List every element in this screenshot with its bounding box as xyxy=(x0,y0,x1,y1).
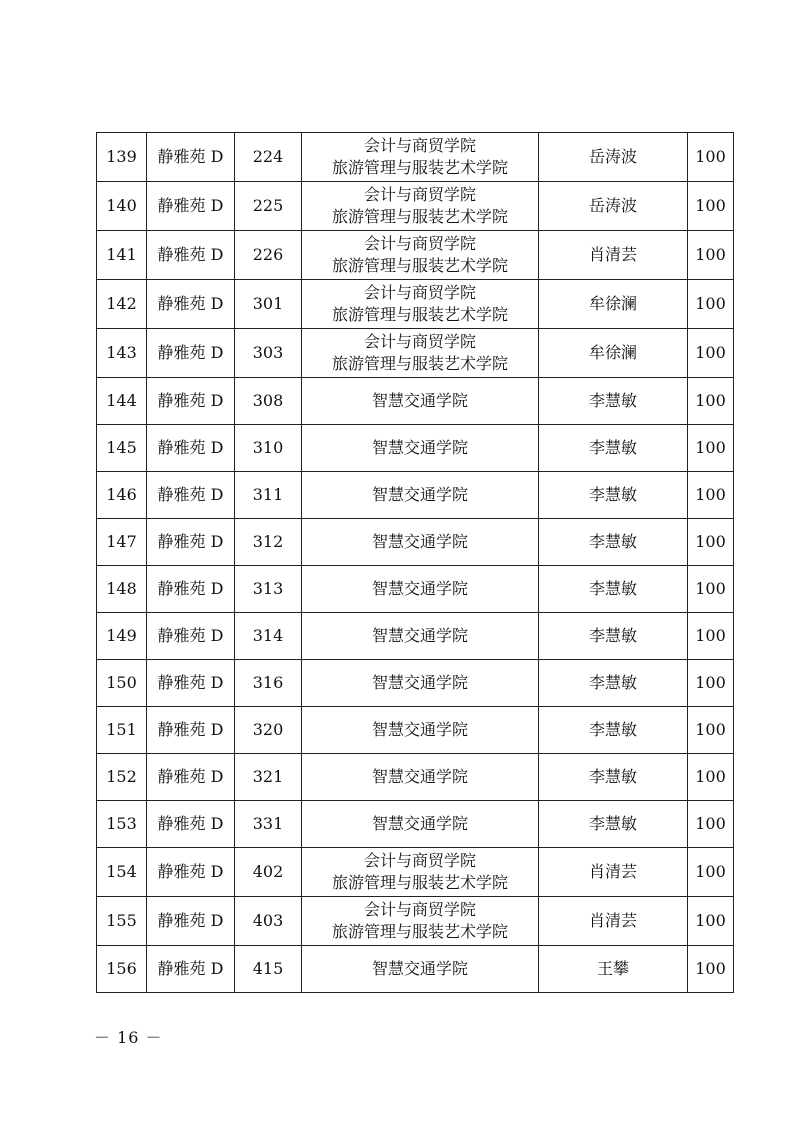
row-number-cell: 152 xyxy=(97,754,147,801)
score-cell: 100 xyxy=(688,754,734,801)
inspector-cell: 李慧敏 xyxy=(539,378,688,425)
building-cell: 静雅苑 D xyxy=(147,848,235,897)
building-cell: 静雅苑 D xyxy=(147,425,235,472)
college-name: 智慧交通学院 xyxy=(371,767,468,786)
table-row xyxy=(97,182,734,231)
room-cell: 313 xyxy=(235,566,302,613)
college-cell xyxy=(302,801,539,848)
college-name: 会计与商贸学院 xyxy=(363,900,476,919)
college-name: 旅游管理与服装艺术学院 xyxy=(331,873,508,892)
inspector-cell: 李慧敏 xyxy=(539,566,688,613)
college-name: 会计与商贸学院 xyxy=(363,136,476,155)
college-cell xyxy=(302,519,539,566)
college-cell xyxy=(302,329,539,378)
college-name: 智慧交通学院 xyxy=(371,438,468,457)
college-name: 会计与商贸学院 xyxy=(363,283,476,302)
room-cell: 312 xyxy=(235,519,302,566)
score-cell: 100 xyxy=(688,897,734,946)
score-cell: 100 xyxy=(688,472,734,519)
table-row xyxy=(97,133,734,182)
college-name: 旅游管理与服装艺术学院 xyxy=(331,305,508,324)
score-cell: 100 xyxy=(688,329,734,378)
room-cell: 303 xyxy=(235,329,302,378)
college-cell xyxy=(302,280,539,329)
row-number-cell: 139 xyxy=(97,133,147,182)
inspector-cell: 牟徐澜 xyxy=(539,280,688,329)
college-name: 智慧交通学院 xyxy=(371,579,468,598)
college-cell xyxy=(302,378,539,425)
college-name: 会计与商贸学院 xyxy=(363,332,476,351)
building-cell: 静雅苑 D xyxy=(147,660,235,707)
college-name: 旅游管理与服装艺术学院 xyxy=(331,354,508,373)
score-cell: 100 xyxy=(688,378,734,425)
table-row xyxy=(97,754,734,801)
building-cell: 静雅苑 D xyxy=(147,472,235,519)
inspector-cell: 肖清芸 xyxy=(539,231,688,280)
table-body xyxy=(97,133,734,993)
row-number-cell: 154 xyxy=(97,848,147,897)
table-row xyxy=(97,707,734,754)
score-cell: 100 xyxy=(688,660,734,707)
row-number-cell: 142 xyxy=(97,280,147,329)
room-cell: 311 xyxy=(235,472,302,519)
building-cell: 静雅苑 D xyxy=(147,897,235,946)
room-cell: 316 xyxy=(235,660,302,707)
row-number-cell: 147 xyxy=(97,519,147,566)
college-name: 智慧交通学院 xyxy=(371,626,468,645)
college-name: 智慧交通学院 xyxy=(371,673,468,692)
table-row xyxy=(97,280,734,329)
score-cell: 100 xyxy=(688,613,734,660)
inspector-cell: 李慧敏 xyxy=(539,660,688,707)
room-cell: 331 xyxy=(235,801,302,848)
score-cell: 100 xyxy=(688,707,734,754)
room-cell: 226 xyxy=(235,231,302,280)
inspector-cell: 李慧敏 xyxy=(539,801,688,848)
building-cell: 静雅苑 D xyxy=(147,231,235,280)
college-name: 智慧交通学院 xyxy=(371,485,468,504)
inspector-cell: 岳涛波 xyxy=(539,133,688,182)
row-number-cell: 146 xyxy=(97,472,147,519)
table-row xyxy=(97,946,734,993)
college-name: 智慧交通学院 xyxy=(371,814,468,833)
row-number-cell: 150 xyxy=(97,660,147,707)
score-cell: 100 xyxy=(688,566,734,613)
room-cell: 225 xyxy=(235,182,302,231)
row-number-cell: 140 xyxy=(97,182,147,231)
room-cell: 403 xyxy=(235,897,302,946)
row-number-cell: 145 xyxy=(97,425,147,472)
building-cell: 静雅苑 D xyxy=(147,280,235,329)
inspector-cell: 李慧敏 xyxy=(539,707,688,754)
room-cell: 321 xyxy=(235,754,302,801)
room-cell: 301 xyxy=(235,280,302,329)
college-name: 智慧交通学院 xyxy=(371,959,468,978)
row-number-cell: 156 xyxy=(97,946,147,993)
score-cell: 100 xyxy=(688,519,734,566)
row-number-cell: 144 xyxy=(97,378,147,425)
room-cell: 308 xyxy=(235,378,302,425)
table-row xyxy=(97,425,734,472)
building-cell: 静雅苑 D xyxy=(147,329,235,378)
inspector-cell: 李慧敏 xyxy=(539,425,688,472)
building-cell: 静雅苑 D xyxy=(147,182,235,231)
college-cell xyxy=(302,472,539,519)
inspector-cell: 牟徐澜 xyxy=(539,329,688,378)
page-number: － 16 － xyxy=(94,1028,163,1047)
row-number-cell: 148 xyxy=(97,566,147,613)
college-name: 旅游管理与服装艺术学院 xyxy=(331,256,508,275)
inspector-cell: 肖清芸 xyxy=(539,848,688,897)
inspector-cell: 王攀 xyxy=(539,946,688,993)
inspector-cell: 肖清芸 xyxy=(539,897,688,946)
room-cell: 402 xyxy=(235,848,302,897)
college-name: 智慧交通学院 xyxy=(371,391,468,410)
college-name: 会计与商贸学院 xyxy=(363,851,476,870)
room-cell: 320 xyxy=(235,707,302,754)
score-cell: 100 xyxy=(688,182,734,231)
college-cell xyxy=(302,425,539,472)
row-number-cell: 155 xyxy=(97,897,147,946)
college-cell xyxy=(302,613,539,660)
room-cell: 415 xyxy=(235,946,302,993)
dormitory-score-table xyxy=(96,132,734,993)
table-row xyxy=(97,613,734,660)
college-name: 旅游管理与服装艺术学院 xyxy=(331,922,508,941)
building-cell: 静雅苑 D xyxy=(147,801,235,848)
college-name: 旅游管理与服装艺术学院 xyxy=(331,158,508,177)
row-number-cell: 153 xyxy=(97,801,147,848)
table-row xyxy=(97,566,734,613)
college-cell xyxy=(302,182,539,231)
score-cell: 100 xyxy=(688,280,734,329)
table-row xyxy=(97,519,734,566)
college-name: 会计与商贸学院 xyxy=(363,234,476,253)
room-cell: 224 xyxy=(235,133,302,182)
building-cell: 静雅苑 D xyxy=(147,707,235,754)
table-row xyxy=(97,897,734,946)
table-row xyxy=(97,329,734,378)
building-cell: 静雅苑 D xyxy=(147,378,235,425)
building-cell: 静雅苑 D xyxy=(147,754,235,801)
table-row xyxy=(97,472,734,519)
inspector-cell: 李慧敏 xyxy=(539,613,688,660)
college-cell xyxy=(302,897,539,946)
row-number-cell: 141 xyxy=(97,231,147,280)
row-number-cell: 151 xyxy=(97,707,147,754)
table-row xyxy=(97,848,734,897)
room-cell: 314 xyxy=(235,613,302,660)
building-cell: 静雅苑 D xyxy=(147,613,235,660)
college-cell xyxy=(302,946,539,993)
inspector-cell: 李慧敏 xyxy=(539,472,688,519)
table-row xyxy=(97,378,734,425)
college-name: 旅游管理与服装艺术学院 xyxy=(331,207,508,226)
building-cell: 静雅苑 D xyxy=(147,946,235,993)
college-cell xyxy=(302,848,539,897)
building-cell: 静雅苑 D xyxy=(147,133,235,182)
score-cell: 100 xyxy=(688,133,734,182)
college-cell xyxy=(302,660,539,707)
row-number-cell: 143 xyxy=(97,329,147,378)
building-cell: 静雅苑 D xyxy=(147,566,235,613)
score-cell: 100 xyxy=(688,231,734,280)
table-row xyxy=(97,660,734,707)
score-cell: 100 xyxy=(688,946,734,993)
inspector-cell: 岳涛波 xyxy=(539,182,688,231)
college-cell xyxy=(302,133,539,182)
college-name: 智慧交通学院 xyxy=(371,720,468,739)
college-cell xyxy=(302,754,539,801)
college-cell xyxy=(302,707,539,754)
score-cell: 100 xyxy=(688,425,734,472)
college-name: 智慧交通学院 xyxy=(371,532,468,551)
score-cell: 100 xyxy=(688,801,734,848)
inspector-cell: 李慧敏 xyxy=(539,519,688,566)
row-number-cell: 149 xyxy=(97,613,147,660)
college-cell xyxy=(302,231,539,280)
table-row xyxy=(97,231,734,280)
room-cell: 310 xyxy=(235,425,302,472)
building-cell: 静雅苑 D xyxy=(147,519,235,566)
score-cell: 100 xyxy=(688,848,734,897)
inspector-cell: 李慧敏 xyxy=(539,754,688,801)
table-row xyxy=(97,801,734,848)
college-name: 会计与商贸学院 xyxy=(363,185,476,204)
college-cell xyxy=(302,566,539,613)
